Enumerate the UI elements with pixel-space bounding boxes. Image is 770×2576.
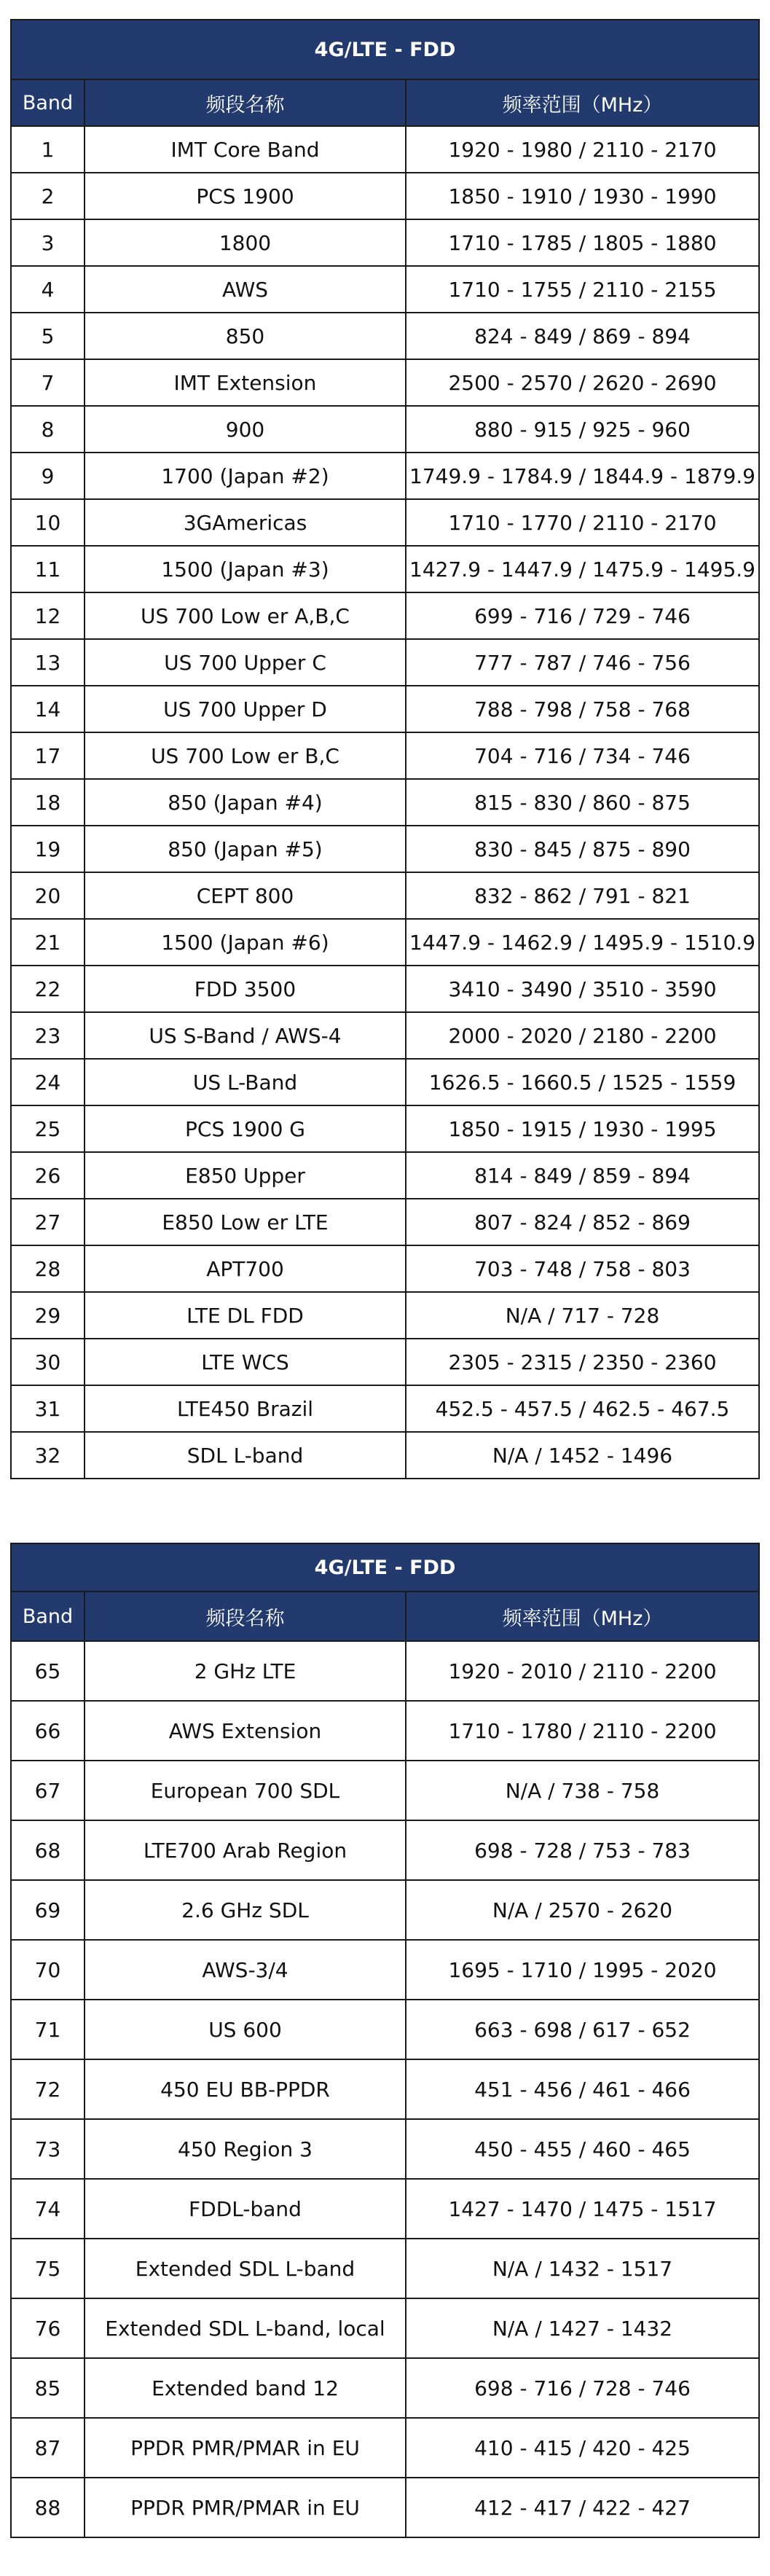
band-number-cell: 85 bbox=[11, 2358, 85, 2418]
band-number-cell: 30 bbox=[11, 1339, 85, 1385]
frequency-range-cell: 2500 - 2570 / 2620 - 2690 bbox=[406, 359, 759, 406]
band-number-cell: 32 bbox=[11, 1432, 85, 1479]
table-row bbox=[11, 1199, 759, 1245]
frequency-range-cell: 699 - 716 / 729 - 746 bbox=[406, 592, 759, 639]
frequency-range-cell: 698 - 728 / 753 - 783 bbox=[406, 1820, 759, 1880]
frequency-range-cell: 807 - 824 / 852 - 869 bbox=[406, 1199, 759, 1245]
band-number-cell: 12 bbox=[11, 592, 85, 639]
frequency-range-cell: 452.5 - 457.5 / 462.5 - 467.5 bbox=[406, 1385, 759, 1432]
table-row bbox=[11, 2298, 759, 2358]
band-number-cell: 2 bbox=[11, 173, 85, 219]
table-row bbox=[11, 1761, 759, 1820]
band-number-cell: 87 bbox=[11, 2418, 85, 2478]
frequency-range-cell: 1850 - 1910 / 1930 - 1990 bbox=[406, 173, 759, 219]
column-header-band: Band bbox=[11, 79, 85, 126]
band-name-cell: PPDR PMR/PMAR in EU bbox=[85, 2478, 406, 2537]
table-row bbox=[11, 1012, 759, 1059]
band-name-cell: LTE WCS bbox=[85, 1339, 406, 1385]
table-row bbox=[11, 313, 759, 359]
band-name-cell: US 700 Upper C bbox=[85, 639, 406, 686]
band-name-cell: 450 EU BB-PPDR bbox=[85, 2059, 406, 2119]
band-number-cell: 18 bbox=[11, 779, 85, 826]
band-name-cell: LTE700 Arab Region bbox=[85, 1820, 406, 1880]
lte-fdd-band-table-2 bbox=[10, 1543, 760, 2538]
frequency-range-cell: 412 - 417 / 422 - 427 bbox=[406, 2478, 759, 2537]
band-name-cell: APT700 bbox=[85, 1245, 406, 1292]
table-row bbox=[11, 732, 759, 779]
frequency-range-cell: 1427.9 - 1447.9 / 1475.9 - 1495.9 bbox=[406, 546, 759, 592]
band-number-cell: 31 bbox=[11, 1385, 85, 1432]
table-row bbox=[11, 406, 759, 453]
band-number-cell: 70 bbox=[11, 1940, 85, 2000]
band-name-cell: European 700 SDL bbox=[85, 1761, 406, 1820]
frequency-range-cell: N/A / 738 - 758 bbox=[406, 1761, 759, 1820]
band-name-cell: AWS bbox=[85, 266, 406, 313]
table-row bbox=[11, 2119, 759, 2179]
frequency-range-cell: 1710 - 1755 / 2110 - 2155 bbox=[406, 266, 759, 313]
band-name-cell: Extended band 12 bbox=[85, 2358, 406, 2418]
band-number-cell: 7 bbox=[11, 359, 85, 406]
table-row bbox=[11, 266, 759, 313]
band-number-cell: 76 bbox=[11, 2298, 85, 2358]
band-name-cell: 2.6 GHz SDL bbox=[85, 1880, 406, 1940]
frequency-range-cell: 1427 - 1470 / 1475 - 1517 bbox=[406, 2179, 759, 2239]
table-row bbox=[11, 2179, 759, 2239]
band-number-cell: 68 bbox=[11, 1820, 85, 1880]
frequency-range-cell: N/A / 2570 - 2620 bbox=[406, 1880, 759, 1940]
band-number-cell: 75 bbox=[11, 2239, 85, 2298]
band-number-cell: 69 bbox=[11, 1880, 85, 1940]
band-number-cell: 10 bbox=[11, 499, 85, 546]
band-name-cell: 2 GHz LTE bbox=[85, 1641, 406, 1701]
table-row bbox=[11, 126, 759, 173]
band-number-cell: 4 bbox=[11, 266, 85, 313]
table-row bbox=[11, 1880, 759, 1940]
band-name-cell: SDL L-band bbox=[85, 1432, 406, 1479]
table-row bbox=[11, 1432, 759, 1479]
band-number-cell: 1 bbox=[11, 126, 85, 173]
band-name-cell: 1700 (Japan #2) bbox=[85, 453, 406, 499]
frequency-range-cell: 880 - 915 / 925 - 960 bbox=[406, 406, 759, 453]
frequency-range-cell: 1710 - 1785 / 1805 - 1880 bbox=[406, 219, 759, 266]
table-row bbox=[11, 2000, 759, 2059]
band-name-cell: FDDL-band bbox=[85, 2179, 406, 2239]
table-row bbox=[11, 592, 759, 639]
frequency-range-cell: 663 - 698 / 617 - 652 bbox=[406, 2000, 759, 2059]
band-number-cell: 66 bbox=[11, 1701, 85, 1761]
frequency-range-cell: 450 - 455 / 460 - 465 bbox=[406, 2119, 759, 2179]
band-name-cell: 850 (Japan #5) bbox=[85, 826, 406, 872]
frequency-range-cell: 788 - 798 / 758 - 768 bbox=[406, 686, 759, 732]
frequency-range-cell: 2000 - 2020 / 2180 - 2200 bbox=[406, 1012, 759, 1059]
band-name-cell: US 700 Low er A,B,C bbox=[85, 592, 406, 639]
table-row bbox=[11, 2478, 759, 2537]
table-row bbox=[11, 219, 759, 266]
table-row bbox=[11, 499, 759, 546]
table-row bbox=[11, 1940, 759, 2000]
band-number-cell: 9 bbox=[11, 453, 85, 499]
column-header-frequency-range: 频率范围（MHz） bbox=[406, 1592, 759, 1641]
frequency-range-cell: 703 - 748 / 758 - 803 bbox=[406, 1245, 759, 1292]
table-row bbox=[11, 826, 759, 872]
band-number-cell: 5 bbox=[11, 313, 85, 359]
band-name-cell: 900 bbox=[85, 406, 406, 453]
band-number-cell: 28 bbox=[11, 1245, 85, 1292]
frequency-range-cell: 451 - 456 / 461 - 466 bbox=[406, 2059, 759, 2119]
table-row bbox=[11, 872, 759, 919]
band-name-cell: PCS 1900 G bbox=[85, 1105, 406, 1152]
band-number-cell: 8 bbox=[11, 406, 85, 453]
table-row bbox=[11, 2418, 759, 2478]
frequency-range-cell: 410 - 415 / 420 - 425 bbox=[406, 2418, 759, 2478]
band-number-cell: 22 bbox=[11, 966, 85, 1012]
band-name-cell: 1500 (Japan #3) bbox=[85, 546, 406, 592]
band-number-cell: 71 bbox=[11, 2000, 85, 2059]
table-row bbox=[11, 639, 759, 686]
band-name-cell: Extended SDL L-band bbox=[85, 2239, 406, 2298]
frequency-range-cell: 777 - 787 / 746 - 756 bbox=[406, 639, 759, 686]
frequency-range-cell: 1695 - 1710 / 1995 - 2020 bbox=[406, 1940, 759, 2000]
frequency-range-cell: 1920 - 2010 / 2110 - 2200 bbox=[406, 1641, 759, 1701]
table-row bbox=[11, 546, 759, 592]
table-row bbox=[11, 1105, 759, 1152]
band-number-cell: 23 bbox=[11, 1012, 85, 1059]
band-name-cell: US 700 Low er B,C bbox=[85, 732, 406, 779]
table-row bbox=[11, 919, 759, 966]
table-row bbox=[11, 453, 759, 499]
frequency-range-cell: 1626.5 - 1660.5 / 1525 - 1559 bbox=[406, 1059, 759, 1105]
band-number-cell: 13 bbox=[11, 639, 85, 686]
band-name-cell: CEPT 800 bbox=[85, 872, 406, 919]
frequency-range-cell: N/A / 1452 - 1496 bbox=[406, 1432, 759, 1479]
band-number-cell: 19 bbox=[11, 826, 85, 872]
band-name-cell: AWS Extension bbox=[85, 1701, 406, 1761]
band-name-cell: LTE450 Brazil bbox=[85, 1385, 406, 1432]
table-row bbox=[11, 2239, 759, 2298]
frequency-range-cell: 1920 - 1980 / 2110 - 2170 bbox=[406, 126, 759, 173]
band-name-cell: 850 (Japan #4) bbox=[85, 779, 406, 826]
table-row bbox=[11, 1059, 759, 1105]
band-number-cell: 29 bbox=[11, 1292, 85, 1339]
frequency-range-cell: 1710 - 1770 / 2110 - 2170 bbox=[406, 499, 759, 546]
column-header-band: Band bbox=[11, 1592, 85, 1641]
band-number-cell: 17 bbox=[11, 732, 85, 779]
table-row bbox=[11, 1339, 759, 1385]
band-number-cell: 65 bbox=[11, 1641, 85, 1701]
column-header-frequency-range: 频率范围（MHz） bbox=[406, 79, 759, 126]
frequency-range-cell: 1749.9 - 1784.9 / 1844.9 - 1879.9 bbox=[406, 453, 759, 499]
band-number-cell: 67 bbox=[11, 1761, 85, 1820]
band-number-cell: 88 bbox=[11, 2478, 85, 2537]
band-name-cell: LTE DL FDD bbox=[85, 1292, 406, 1339]
table-row bbox=[11, 966, 759, 1012]
frequency-range-cell: 3410 - 3490 / 3510 - 3590 bbox=[406, 966, 759, 1012]
frequency-range-cell: 704 - 716 / 734 - 746 bbox=[406, 732, 759, 779]
table-row bbox=[11, 1385, 759, 1432]
frequency-range-cell: 830 - 845 / 875 - 890 bbox=[406, 826, 759, 872]
band-name-cell: IMT Extension bbox=[85, 359, 406, 406]
band-name-cell: IMT Core Band bbox=[85, 126, 406, 173]
frequency-range-cell: 1710 - 1780 / 2110 - 2200 bbox=[406, 1701, 759, 1761]
band-number-cell: 26 bbox=[11, 1152, 85, 1199]
band-name-cell: US 600 bbox=[85, 2000, 406, 2059]
table-row bbox=[11, 359, 759, 406]
band-number-cell: 24 bbox=[11, 1059, 85, 1105]
frequency-range-cell: 1850 - 1915 / 1930 - 1995 bbox=[406, 1105, 759, 1152]
band-name-cell: 1800 bbox=[85, 219, 406, 266]
band-name-cell: 850 bbox=[85, 313, 406, 359]
table-title: 4G/LTE - FDD bbox=[11, 1543, 759, 1592]
band-name-cell: AWS-3/4 bbox=[85, 1940, 406, 2000]
table-title: 4G/LTE - FDD bbox=[11, 20, 759, 79]
table-row bbox=[11, 1152, 759, 1199]
band-name-cell: US S-Band / AWS-4 bbox=[85, 1012, 406, 1059]
band-name-cell: US L-Band bbox=[85, 1059, 406, 1105]
frequency-range-cell: 698 - 716 / 728 - 746 bbox=[406, 2358, 759, 2418]
band-name-cell: Extended SDL L-band, local bbox=[85, 2298, 406, 2358]
table-row bbox=[11, 1641, 759, 1701]
band-name-cell: PCS 1900 bbox=[85, 173, 406, 219]
band-number-cell: 21 bbox=[11, 919, 85, 966]
table-row bbox=[11, 2358, 759, 2418]
band-name-cell: 1500 (Japan #6) bbox=[85, 919, 406, 966]
band-number-cell: 20 bbox=[11, 872, 85, 919]
frequency-range-cell: 2305 - 2315 / 2350 - 2360 bbox=[406, 1339, 759, 1385]
band-name-cell: 450 Region 3 bbox=[85, 2119, 406, 2179]
table-row bbox=[11, 2059, 759, 2119]
band-number-cell: 73 bbox=[11, 2119, 85, 2179]
frequency-range-cell: 824 - 849 / 869 - 894 bbox=[406, 313, 759, 359]
band-number-cell: 27 bbox=[11, 1199, 85, 1245]
frequency-range-cell: N/A / 1427 - 1432 bbox=[406, 2298, 759, 2358]
band-name-cell: 3GAmericas bbox=[85, 499, 406, 546]
table-row bbox=[11, 686, 759, 732]
band-name-cell: FDD 3500 bbox=[85, 966, 406, 1012]
frequency-range-cell: 815 - 830 / 860 - 875 bbox=[406, 779, 759, 826]
frequency-range-cell: N/A / 717 - 728 bbox=[406, 1292, 759, 1339]
band-number-cell: 74 bbox=[11, 2179, 85, 2239]
band-name-cell: E850 Low er LTE bbox=[85, 1199, 406, 1245]
band-name-cell: E850 Upper bbox=[85, 1152, 406, 1199]
band-name-cell: PPDR PMR/PMAR in EU bbox=[85, 2418, 406, 2478]
table-row bbox=[11, 173, 759, 219]
frequency-range-cell: N/A / 1432 - 1517 bbox=[406, 2239, 759, 2298]
table-row bbox=[11, 1701, 759, 1761]
column-header-band-name: 频段名称 bbox=[85, 79, 406, 126]
band-number-cell: 72 bbox=[11, 2059, 85, 2119]
band-name-cell: US 700 Upper D bbox=[85, 686, 406, 732]
lte-fdd-band-table-1 bbox=[10, 19, 760, 1479]
band-number-cell: 3 bbox=[11, 219, 85, 266]
band-number-cell: 25 bbox=[11, 1105, 85, 1152]
table-row bbox=[11, 1292, 759, 1339]
table-row bbox=[11, 1820, 759, 1880]
column-header-band-name: 频段名称 bbox=[85, 1592, 406, 1641]
frequency-range-cell: 1447.9 - 1462.9 / 1495.9 - 1510.9 bbox=[406, 919, 759, 966]
band-number-cell: 11 bbox=[11, 546, 85, 592]
table-row bbox=[11, 1245, 759, 1292]
frequency-range-cell: 832 - 862 / 791 - 821 bbox=[406, 872, 759, 919]
frequency-range-cell: 814 - 849 / 859 - 894 bbox=[406, 1152, 759, 1199]
band-number-cell: 14 bbox=[11, 686, 85, 732]
table-row bbox=[11, 779, 759, 826]
